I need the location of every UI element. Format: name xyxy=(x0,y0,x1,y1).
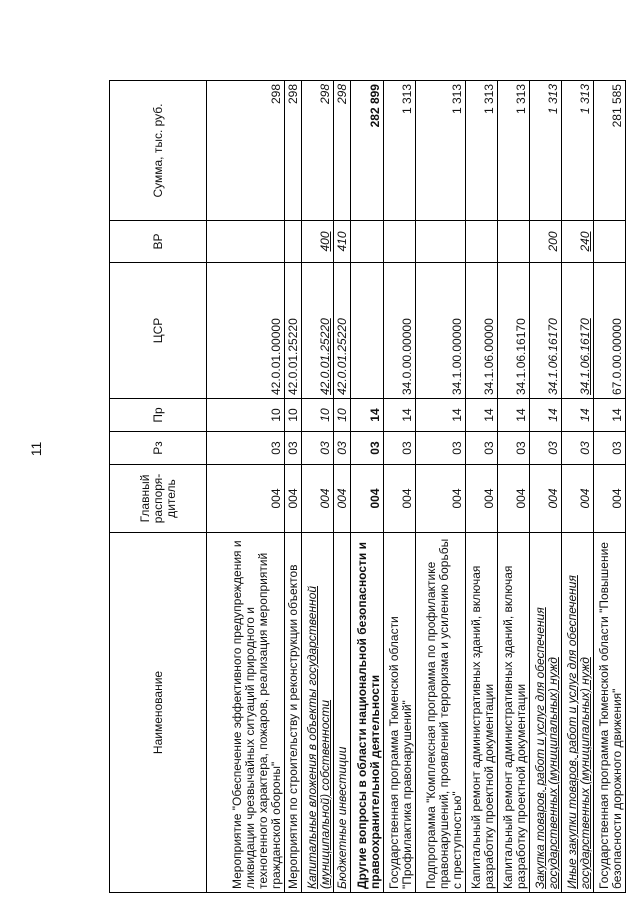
table-row xyxy=(594,81,626,893)
cell-rz: 03 xyxy=(562,432,594,465)
cell-name: Подпрограмма "Комплексная программа по профилактике правонарушений, проявлений терроризма и усилению борьбы с преступностью" xyxy=(416,533,466,893)
col-header-csr: ЦСР xyxy=(110,263,207,399)
cell-csr xyxy=(302,263,334,399)
table-row xyxy=(466,81,498,893)
cell-pr: 10 xyxy=(285,399,302,432)
cell-vr xyxy=(594,221,626,263)
cell-rz: 03 xyxy=(207,432,285,465)
cell-vr xyxy=(351,221,384,263)
cell-sum: 298 xyxy=(285,81,302,221)
cell-csr: 34.0.00.00000 xyxy=(384,263,416,399)
col-header-name: Наименование xyxy=(110,533,207,893)
cell-vr xyxy=(302,221,334,263)
cell-name: Мероприятия по строительству и реконструкции объектов xyxy=(285,533,302,893)
cell-csr: 67.0.00.00000 xyxy=(594,263,626,399)
cell-rz: 03 xyxy=(466,432,498,465)
cell-vr xyxy=(207,221,285,263)
cell-rz: 03 xyxy=(334,432,351,465)
col-header-sum: Сумма, тыс. руб. xyxy=(110,81,207,221)
cell-vr xyxy=(416,221,466,263)
cell-pr: 14 xyxy=(351,399,384,432)
cell-pr: 10 xyxy=(334,399,351,432)
table-row xyxy=(302,81,334,893)
cell-name-text: Закупка товаров, работ и услуг для обеспечения государственных (муниципальных) нужд xyxy=(533,607,560,889)
cell-vr xyxy=(466,221,498,263)
cell-vr xyxy=(562,221,594,263)
cell-sum: 298 xyxy=(334,81,351,221)
cell-gr: 004 xyxy=(498,465,530,533)
cell-pr: 10 xyxy=(302,399,334,432)
cell-name xyxy=(562,533,594,893)
cell-gr: 004 xyxy=(594,465,626,533)
col-header-pr: Пр xyxy=(110,399,207,432)
cell-gr: 004 xyxy=(562,465,594,533)
cell-gr: 004 xyxy=(302,465,334,533)
cell-sum: 298 xyxy=(302,81,334,221)
budget-table-frame xyxy=(109,81,624,893)
table-row xyxy=(416,81,466,893)
cell-csr: 42.0.01.25220 xyxy=(334,263,351,399)
cell-vr: 200 xyxy=(530,221,562,263)
cell-gr: 004 xyxy=(384,465,416,533)
cell-gr: 004 xyxy=(351,465,384,533)
cell-rz: 03 xyxy=(416,432,466,465)
col-header-vr: ВР xyxy=(110,221,207,263)
cell-rz: 03 xyxy=(530,432,562,465)
cell-name: Капитальный ремонт административных зданий, включая разработку проектной документации xyxy=(466,533,498,893)
table-row xyxy=(384,81,416,893)
table-row xyxy=(562,81,594,893)
cell-name: Государственная программа Тюменской области "Повышение безопасности дорожного движения" xyxy=(594,533,626,893)
cell-gr: 004 xyxy=(530,465,562,533)
cell-sum: 1 313 xyxy=(466,81,498,221)
table-row xyxy=(207,81,285,893)
cell-vr: 410 xyxy=(334,221,351,263)
cell-pr: 14 xyxy=(466,399,498,432)
cell-name: Мероприятие "Обеспечение эффективного предупреждения и ликвидации чрезвычайных ситуаций природного и техногенного характера, пожаров, реализация мероприятий гражданской обороны" xyxy=(207,533,285,893)
cell-csr: 34.1.00.00000 xyxy=(416,263,466,399)
table-row xyxy=(351,81,384,893)
cell-name xyxy=(530,533,562,893)
cell-name: Другие вопросы в области национальной безопасности и правоохранительной деятельности xyxy=(351,533,384,893)
cell-pr: 14 xyxy=(384,399,416,432)
cell-csr xyxy=(351,263,384,399)
cell-csr: 42.0.01.25220 xyxy=(285,263,302,399)
cell-vr-text: 400 xyxy=(318,231,332,252)
page-number: 11 xyxy=(28,441,44,457)
cell-name-text: Иные закупки товаров, работ и услуг для обеспечения государственных (муниципальных) нужд xyxy=(565,575,592,889)
cell-csr-text: 42.0.01.25220 xyxy=(318,318,332,395)
cell-name-text: Капитальные вложения в объекты государственной (муниципальной) собственности xyxy=(305,585,332,889)
cell-sum: 1 313 xyxy=(416,81,466,221)
cell-csr-text: 34.1.06.16170 xyxy=(578,318,592,395)
table-header-row xyxy=(110,81,207,893)
cell-rz: 03 xyxy=(302,432,334,465)
cell-rz: 03 xyxy=(594,432,626,465)
table-row xyxy=(498,81,530,893)
cell-sum: 1 313 xyxy=(530,81,562,221)
cell-gr: 004 xyxy=(466,465,498,533)
cell-name xyxy=(302,533,334,893)
col-header-rz: Рз xyxy=(110,432,207,465)
table-row xyxy=(530,81,562,893)
cell-rz: 03 xyxy=(498,432,530,465)
cell-csr: 34.1.06.00000 xyxy=(466,263,498,399)
cell-sum: 298 xyxy=(207,81,285,221)
cell-name: Государственная программа Тюменской области "Профилактика правонарушений" xyxy=(384,533,416,893)
cell-pr: 14 xyxy=(562,399,594,432)
cell-sum: 281 585 xyxy=(594,81,626,221)
cell-name: Бюджетные инвестиции xyxy=(334,533,351,893)
cell-rz: 03 xyxy=(285,432,302,465)
cell-pr: 14 xyxy=(498,399,530,432)
cell-rz: 03 xyxy=(384,432,416,465)
cell-vr xyxy=(498,221,530,263)
cell-sum: 1 313 xyxy=(562,81,594,221)
cell-vr xyxy=(384,221,416,263)
cell-csr: 34.1.06.16170 xyxy=(498,263,530,399)
col-header-gr: Главный распоря- дитель xyxy=(110,465,207,533)
cell-sum: 1 313 xyxy=(498,81,530,221)
table-row xyxy=(334,81,351,893)
cell-vr xyxy=(285,221,302,263)
cell-pr: 14 xyxy=(594,399,626,432)
cell-name: Капитальный ремонт административных зданий, включая разработку проектной документации xyxy=(498,533,530,893)
cell-csr xyxy=(562,263,594,399)
cell-csr: 42.0.01.00000 xyxy=(207,263,285,399)
cell-pr: 14 xyxy=(530,399,562,432)
cell-rz: 03 xyxy=(351,432,384,465)
table-row xyxy=(285,81,302,893)
budget-table xyxy=(109,80,626,893)
cell-sum: 282 899 xyxy=(351,81,384,221)
cell-pr: 14 xyxy=(416,399,466,432)
cell-gr: 004 xyxy=(334,465,351,533)
cell-sum: 1 313 xyxy=(384,81,416,221)
cell-gr: 004 xyxy=(207,465,285,533)
cell-csr: 34.1.06.16170 xyxy=(530,263,562,399)
cell-gr: 004 xyxy=(416,465,466,533)
cell-gr: 004 xyxy=(285,465,302,533)
cell-pr: 10 xyxy=(207,399,285,432)
cell-vr-text: 240 xyxy=(578,231,592,252)
